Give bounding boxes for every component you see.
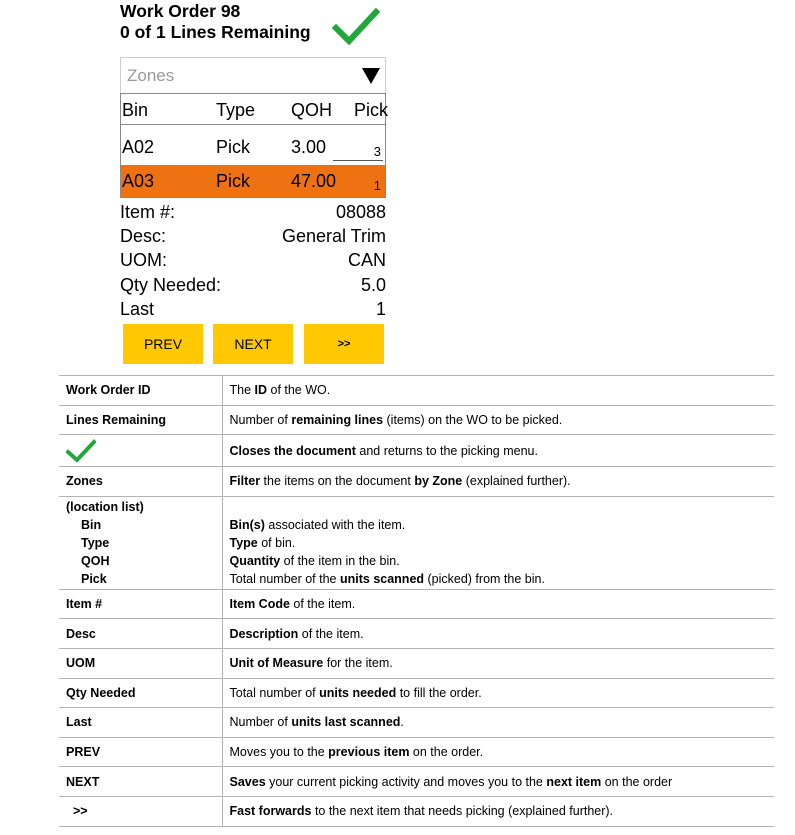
cell-bin: A03 [122, 171, 155, 191]
prev-button[interactable]: PREV [123, 324, 203, 364]
legend-desc: Moves you to the previous item on the order. [222, 737, 774, 767]
uom-row [120, 250, 386, 274]
legend-term: Desc [59, 619, 222, 649]
qty-needed-row [120, 275, 386, 299]
legend-row [59, 796, 774, 826]
cell-type: Pick [216, 171, 251, 191]
location-row-selected[interactable] [121, 165, 385, 197]
pick-input[interactable]: 1 [373, 178, 381, 193]
col-type: Type [216, 100, 256, 120]
legend-subterm: Type [81, 535, 110, 550]
legend-desc: Total number of units needed to fill the order. [222, 678, 774, 708]
legend-desc: Unit of Measure for the item. [222, 648, 774, 678]
legend-term: Lines Remaining [59, 405, 222, 435]
legend-term: Item # [59, 589, 222, 619]
legend-row [59, 767, 774, 797]
qty-needed-label: Qty Needed: [120, 275, 222, 295]
zones-dropdown[interactable] [120, 57, 386, 93]
pick-input[interactable]: 3 [373, 144, 381, 159]
dropdown-arrow-icon [361, 67, 381, 85]
next-button[interactable]: NEXT [213, 324, 293, 364]
legend-desc: Number of remaining lines (items) on the WO to be picked. [222, 405, 774, 435]
desc-label: Desc: [120, 226, 167, 246]
legend-term-heading: (location list) [66, 499, 144, 514]
check-icon[interactable] [332, 6, 380, 48]
legend-row [59, 496, 774, 589]
location-list [120, 93, 389, 198]
legend-row [59, 467, 774, 497]
legend-subterm: QOH [81, 553, 110, 568]
legend-term: NEXT [59, 767, 222, 797]
legend-row [59, 648, 774, 678]
legend-row [59, 589, 774, 619]
desc-row [120, 226, 386, 250]
item-number-label: Item #: [120, 202, 176, 222]
legend-term: PREV [59, 737, 222, 767]
col-pick: Pick [354, 100, 389, 120]
legend-term: Qty Needed [59, 678, 222, 708]
legend-term: Last [59, 708, 222, 738]
zones-placeholder: Zones [127, 66, 175, 85]
desc-value: General Trim [281, 226, 386, 246]
legend-term [59, 496, 222, 589]
legend-row [59, 405, 774, 435]
last-value: 1 [375, 299, 386, 319]
legend-desc: Filter the items on the document by Zone (explained further). [222, 467, 774, 497]
item-number-row [120, 202, 386, 226]
col-qoh: QOH [291, 100, 333, 120]
legend-desc: Saves your current picking activity and moves you to the next item on the order [222, 767, 774, 797]
legend-desc: The ID of the WO. [222, 376, 774, 406]
legend-desc: Closes the document and returns to the picking menu. [222, 435, 774, 467]
legend-table [59, 375, 774, 827]
legend-row [59, 708, 774, 738]
legend-row [59, 435, 774, 467]
cell-qoh: 3.00 [291, 137, 327, 157]
legend-desc: Fast forwards to the next item that needs picking (explained further). [222, 796, 774, 826]
location-list-header [121, 94, 389, 125]
legend-desc: Description of the item. [222, 619, 774, 649]
cell-qoh: 47.00 [291, 171, 337, 191]
cell-type: Pick [216, 137, 251, 157]
legend-row [59, 737, 774, 767]
col-bin: Bin [122, 100, 149, 120]
legend-desc: Number of units last scanned. [222, 708, 774, 738]
pick-input-underline [333, 160, 383, 161]
last-row [120, 299, 386, 323]
legend-term [59, 435, 222, 467]
legend-term: Work Order ID [59, 376, 222, 406]
fast-forward-button[interactable]: >> [304, 324, 384, 364]
legend-desc: Bin(s) associated with the item. Type of bin. Quantity of the item in the bin. Total number of the units scanned (picked) from the bin. [222, 496, 774, 589]
last-label: Last [120, 299, 155, 319]
check-icon [66, 438, 96, 464]
cell-bin: A02 [122, 137, 155, 157]
lines-remaining: 0 of 1 Lines Remaining [120, 22, 311, 42]
legend-subterm: Bin [81, 517, 102, 532]
legend-subterm: Pick [81, 571, 107, 586]
legend-row [59, 678, 774, 708]
uom-value: CAN [347, 250, 386, 270]
uom-label: UOM: [120, 250, 167, 270]
legend-desc: Item Code of the item. [222, 589, 774, 619]
work-order-title: Work Order 98 [120, 1, 241, 21]
location-row[interactable] [121, 125, 385, 165]
legend-term: Zones [59, 467, 222, 497]
legend-term: >> [59, 796, 222, 826]
qty-needed-value: 5.0 [360, 275, 386, 295]
item-number-value: 08088 [335, 202, 386, 222]
legend-row [59, 619, 774, 649]
legend-term: UOM [59, 648, 222, 678]
legend-row [59, 376, 774, 406]
